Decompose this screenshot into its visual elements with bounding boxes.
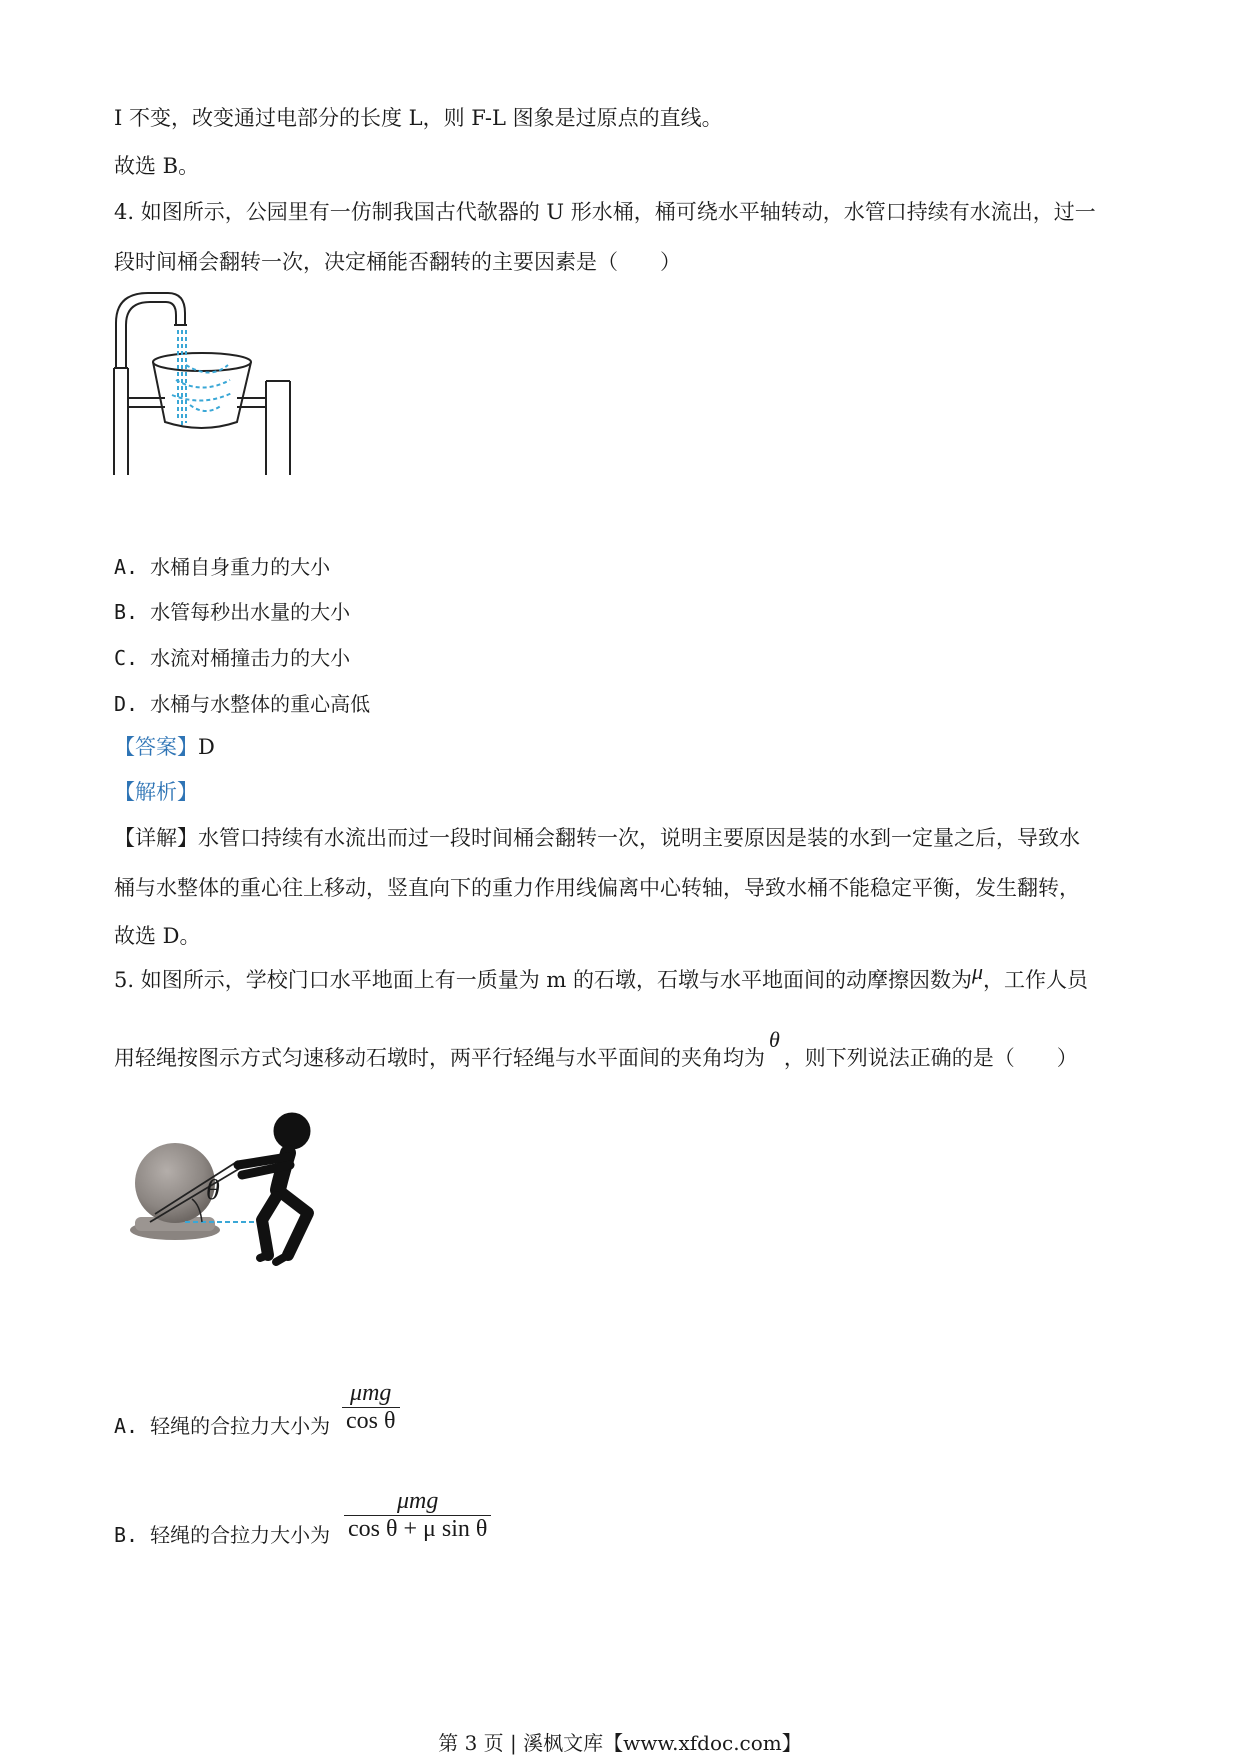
question-5-stem-line-2 [114,1027,1078,1072]
question-4-stem-line-2: 段时间桶会翻转一次，决定桶能否翻转的主要因素是（ ） [114,250,681,274]
answer-line [114,733,215,761]
answer-value: D [198,735,215,759]
detail-line-1: 【详解】水管口持续有水流出而过一段时间桶会翻转一次，说明主要原因是装的水到一定量之后，导致水 [114,826,1080,850]
text-line-2: 故选 B。 [114,154,200,178]
q4-option-a: A. 水桶自身重力的大小 [114,555,331,579]
page-footer: 第 3 页 | 溪枫文库【www.xfdoc.com】 [438,1731,802,1755]
q5-stem-1b: ，工作人员 [983,968,1089,992]
q4-option-d: D. 水桶与水整体的重心高低 [114,692,371,716]
q4-option-b: B. 水管每秒出水量的大小 [114,600,351,624]
bucket-figure [110,285,300,475]
detail-line-3: 故选 D。 [114,924,201,948]
question-4-stem-line-1: 4. 如图所示，公园里有一仿制我国古代欹器的 U 形水桶，桶可绕水平轴转动，水管口持续有水流出，过一 [114,200,1096,224]
q5-stem-1a: 5. 如图所示，学校门口水平地面上有一质量为 m 的石墩，石墩与水平地面间的动摩擦因数为 [114,968,972,992]
stone-pull-figure [130,1105,330,1270]
q5-option-b-fraction [344,1488,491,1543]
q4-option-c: C. 水流对桶撞击力的大小 [114,646,351,670]
analysis-label: 【解析】 [114,780,198,804]
q5-stem-2b: ，则下列说法正确的是（ ） [783,1046,1078,1070]
text-line-1: I 不变，改变通过电部分的长度 L，则 F-L 图象是过原点的直线。 [114,106,723,130]
q5-option-b-numerator: μmg [397,1488,439,1514]
q5-option-b-text: B. 轻绳的合拉力大小为 [114,1523,331,1547]
q5-stem-2a: 用轻绳按图示方式匀速移动石墩时，两平行轻绳与水平面间的夹角均为 [114,1046,765,1070]
q5-option-a-fraction [342,1380,400,1435]
q5-option-a-text: A. 轻绳的合拉力大小为 [114,1414,331,1438]
q5-option-b-denominator: cos θ + μ sin θ [348,1516,488,1542]
q5-option-a-denominator: cos θ [346,1408,396,1434]
answer-label: 【答案】 [114,735,198,759]
question-5-stem-line-1 [114,959,1089,994]
theta-symbol: θ [769,1027,780,1052]
detail-line-2: 桶与水整体的重心往上移动，竖直向下的重力作用线偏离中心转轴，导致水桶不能稳定平衡，发生翻转， [114,876,1080,900]
figure-theta-label: θ [206,1175,220,1206]
q5-option-a-numerator: μmg [350,1380,392,1406]
mu-symbol: μ [971,959,984,984]
